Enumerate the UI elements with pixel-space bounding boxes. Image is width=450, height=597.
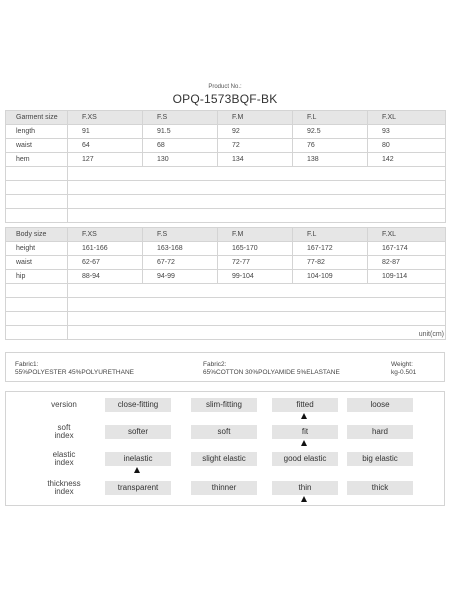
index-label-line: index bbox=[54, 431, 74, 440]
weight-value: kg-0.501 bbox=[391, 369, 417, 376]
table-cell: 62-67 bbox=[68, 256, 143, 270]
table-cell: 94-99 bbox=[143, 270, 218, 284]
table-cell: 130 bbox=[143, 153, 218, 167]
fabric1-value: 55%POLYESTER 45%POLYURETHANE bbox=[15, 369, 134, 376]
index-option: good elastic bbox=[272, 452, 338, 466]
table-cell: 92 bbox=[218, 125, 293, 139]
empty-row bbox=[6, 167, 446, 181]
empty-row bbox=[6, 195, 446, 209]
index-label bbox=[36, 480, 92, 496]
table-cell: 167-172 bbox=[293, 242, 368, 256]
unit-label: unit(cm) bbox=[418, 331, 444, 338]
table-cell: 99-104 bbox=[218, 270, 293, 284]
row-label: waist bbox=[6, 139, 68, 153]
index-label bbox=[36, 451, 92, 467]
size-header: F.M bbox=[218, 111, 293, 125]
body-size-header-row bbox=[6, 228, 446, 242]
size-header: F.M bbox=[218, 228, 293, 242]
fit-index-box bbox=[5, 391, 445, 506]
table-cell: 80 bbox=[368, 139, 446, 153]
empty-cell bbox=[6, 209, 68, 223]
table-cell: 72 bbox=[218, 139, 293, 153]
empty-cell bbox=[6, 167, 68, 181]
index-option: transparent bbox=[105, 481, 171, 495]
empty-cell bbox=[68, 326, 446, 340]
table-cell: 127 bbox=[68, 153, 143, 167]
empty-row bbox=[6, 326, 446, 340]
index-label: version bbox=[51, 400, 77, 409]
weight-label: Weight: bbox=[391, 361, 413, 368]
empty-row bbox=[6, 209, 446, 223]
row-label: length bbox=[6, 125, 68, 139]
row-label: hip bbox=[6, 270, 68, 284]
table-row bbox=[6, 242, 446, 256]
table-cell: 138 bbox=[293, 153, 368, 167]
size-header: F.XL bbox=[368, 228, 446, 242]
table-cell: 68 bbox=[143, 139, 218, 153]
table-row bbox=[6, 270, 446, 284]
index-option: close-fitting bbox=[105, 398, 171, 412]
product-code: OPQ-1573BQF-BK bbox=[172, 92, 278, 106]
body-size-table bbox=[5, 227, 446, 340]
table-cell: 93 bbox=[368, 125, 446, 139]
index-option: softer bbox=[105, 425, 171, 439]
empty-cell bbox=[68, 312, 446, 326]
table-cell: 72-77 bbox=[218, 256, 293, 270]
table-row bbox=[6, 125, 446, 139]
index-option: inelastic bbox=[105, 452, 171, 466]
weight-block bbox=[391, 361, 416, 377]
fabric2-label: Fabric2: bbox=[203, 361, 227, 368]
empty-cell bbox=[6, 298, 68, 312]
table-cell: 77-82 bbox=[293, 256, 368, 270]
table-cell: 134 bbox=[218, 153, 293, 167]
index-option: thin bbox=[272, 481, 338, 495]
fabric1-label: Fabric1: bbox=[15, 361, 39, 368]
table-cell: 161-166 bbox=[68, 242, 143, 256]
table-cell: 167-174 bbox=[368, 242, 446, 256]
index-option: thinner bbox=[191, 481, 257, 495]
table-cell: 67-72 bbox=[143, 256, 218, 270]
empty-row bbox=[6, 312, 446, 326]
index-option: thick bbox=[347, 481, 413, 495]
table-cell: 91 bbox=[68, 125, 143, 139]
garment-size-title: Garment size bbox=[6, 111, 68, 125]
index-label-line: thickness bbox=[47, 479, 81, 488]
table-cell: 109-114 bbox=[368, 270, 446, 284]
table-cell: 64 bbox=[68, 139, 143, 153]
size-header: F.XS bbox=[68, 228, 143, 242]
empty-row bbox=[6, 284, 446, 298]
empty-cell bbox=[6, 181, 68, 195]
index-option: fit bbox=[272, 425, 338, 439]
index-option: hard bbox=[347, 425, 413, 439]
row-label: height bbox=[6, 242, 68, 256]
table-cell: 92.5 bbox=[293, 125, 368, 139]
table-row bbox=[6, 256, 446, 270]
empty-row bbox=[6, 181, 446, 195]
table-cell: 165-170 bbox=[218, 242, 293, 256]
index-option: soft bbox=[191, 425, 257, 439]
table-cell: 104-109 bbox=[293, 270, 368, 284]
empty-cell bbox=[6, 312, 68, 326]
empty-cell bbox=[68, 181, 446, 195]
table-cell: 76 bbox=[293, 139, 368, 153]
size-header: F.L bbox=[293, 228, 368, 242]
table-cell: 82-87 bbox=[368, 256, 446, 270]
index-option: slim-fitting bbox=[191, 398, 257, 412]
table-row bbox=[6, 139, 446, 153]
soft-index-row bbox=[6, 419, 444, 445]
index-label-line: index bbox=[54, 458, 74, 467]
selected-arrow-icon bbox=[301, 496, 307, 502]
fabric1-block bbox=[15, 361, 134, 377]
size-header: F.S bbox=[143, 228, 218, 242]
empty-cell bbox=[68, 167, 446, 181]
table-cell: 142 bbox=[368, 153, 446, 167]
empty-cell bbox=[68, 195, 446, 209]
fabric-info-box bbox=[5, 352, 445, 382]
fabric2-block bbox=[203, 361, 340, 377]
index-option: slight elastic bbox=[191, 452, 257, 466]
body-size-title: Body size bbox=[6, 228, 68, 242]
table-row bbox=[6, 153, 446, 167]
elastic-index-row bbox=[6, 446, 444, 472]
index-label-line: elastic bbox=[52, 450, 76, 459]
table-cell: 91.5 bbox=[143, 125, 218, 139]
index-label-line: soft bbox=[57, 423, 71, 432]
size-header: F.XL bbox=[368, 111, 446, 125]
size-header: F.S bbox=[143, 111, 218, 125]
empty-cell bbox=[6, 195, 68, 209]
thickness-index-row bbox=[6, 475, 444, 501]
size-header: F.L bbox=[293, 111, 368, 125]
empty-cell bbox=[68, 298, 446, 312]
row-label: waist bbox=[6, 256, 68, 270]
version-index-row bbox=[6, 392, 444, 418]
index-label bbox=[36, 424, 92, 440]
empty-row bbox=[6, 298, 446, 312]
size-header: F.XS bbox=[68, 111, 143, 125]
row-label: hem bbox=[6, 153, 68, 167]
garment-size-table bbox=[5, 110, 446, 223]
fabric2-value: 65%COTTON 30%POLYAMIDE 5%ELASTANE bbox=[203, 369, 340, 376]
product-no-label: Product No.: bbox=[208, 84, 242, 90]
index-option: loose bbox=[347, 398, 413, 412]
index-label-line: index bbox=[54, 487, 74, 496]
empty-cell bbox=[6, 326, 68, 340]
index-option: fitted bbox=[272, 398, 338, 412]
index-option: big elastic bbox=[347, 452, 413, 466]
garment-size-header-row bbox=[6, 111, 446, 125]
empty-cell bbox=[68, 284, 446, 298]
selected-arrow-icon bbox=[134, 467, 140, 473]
table-cell: 163-168 bbox=[143, 242, 218, 256]
table-cell: 88-94 bbox=[68, 270, 143, 284]
empty-cell bbox=[68, 209, 446, 223]
empty-cell bbox=[6, 284, 68, 298]
